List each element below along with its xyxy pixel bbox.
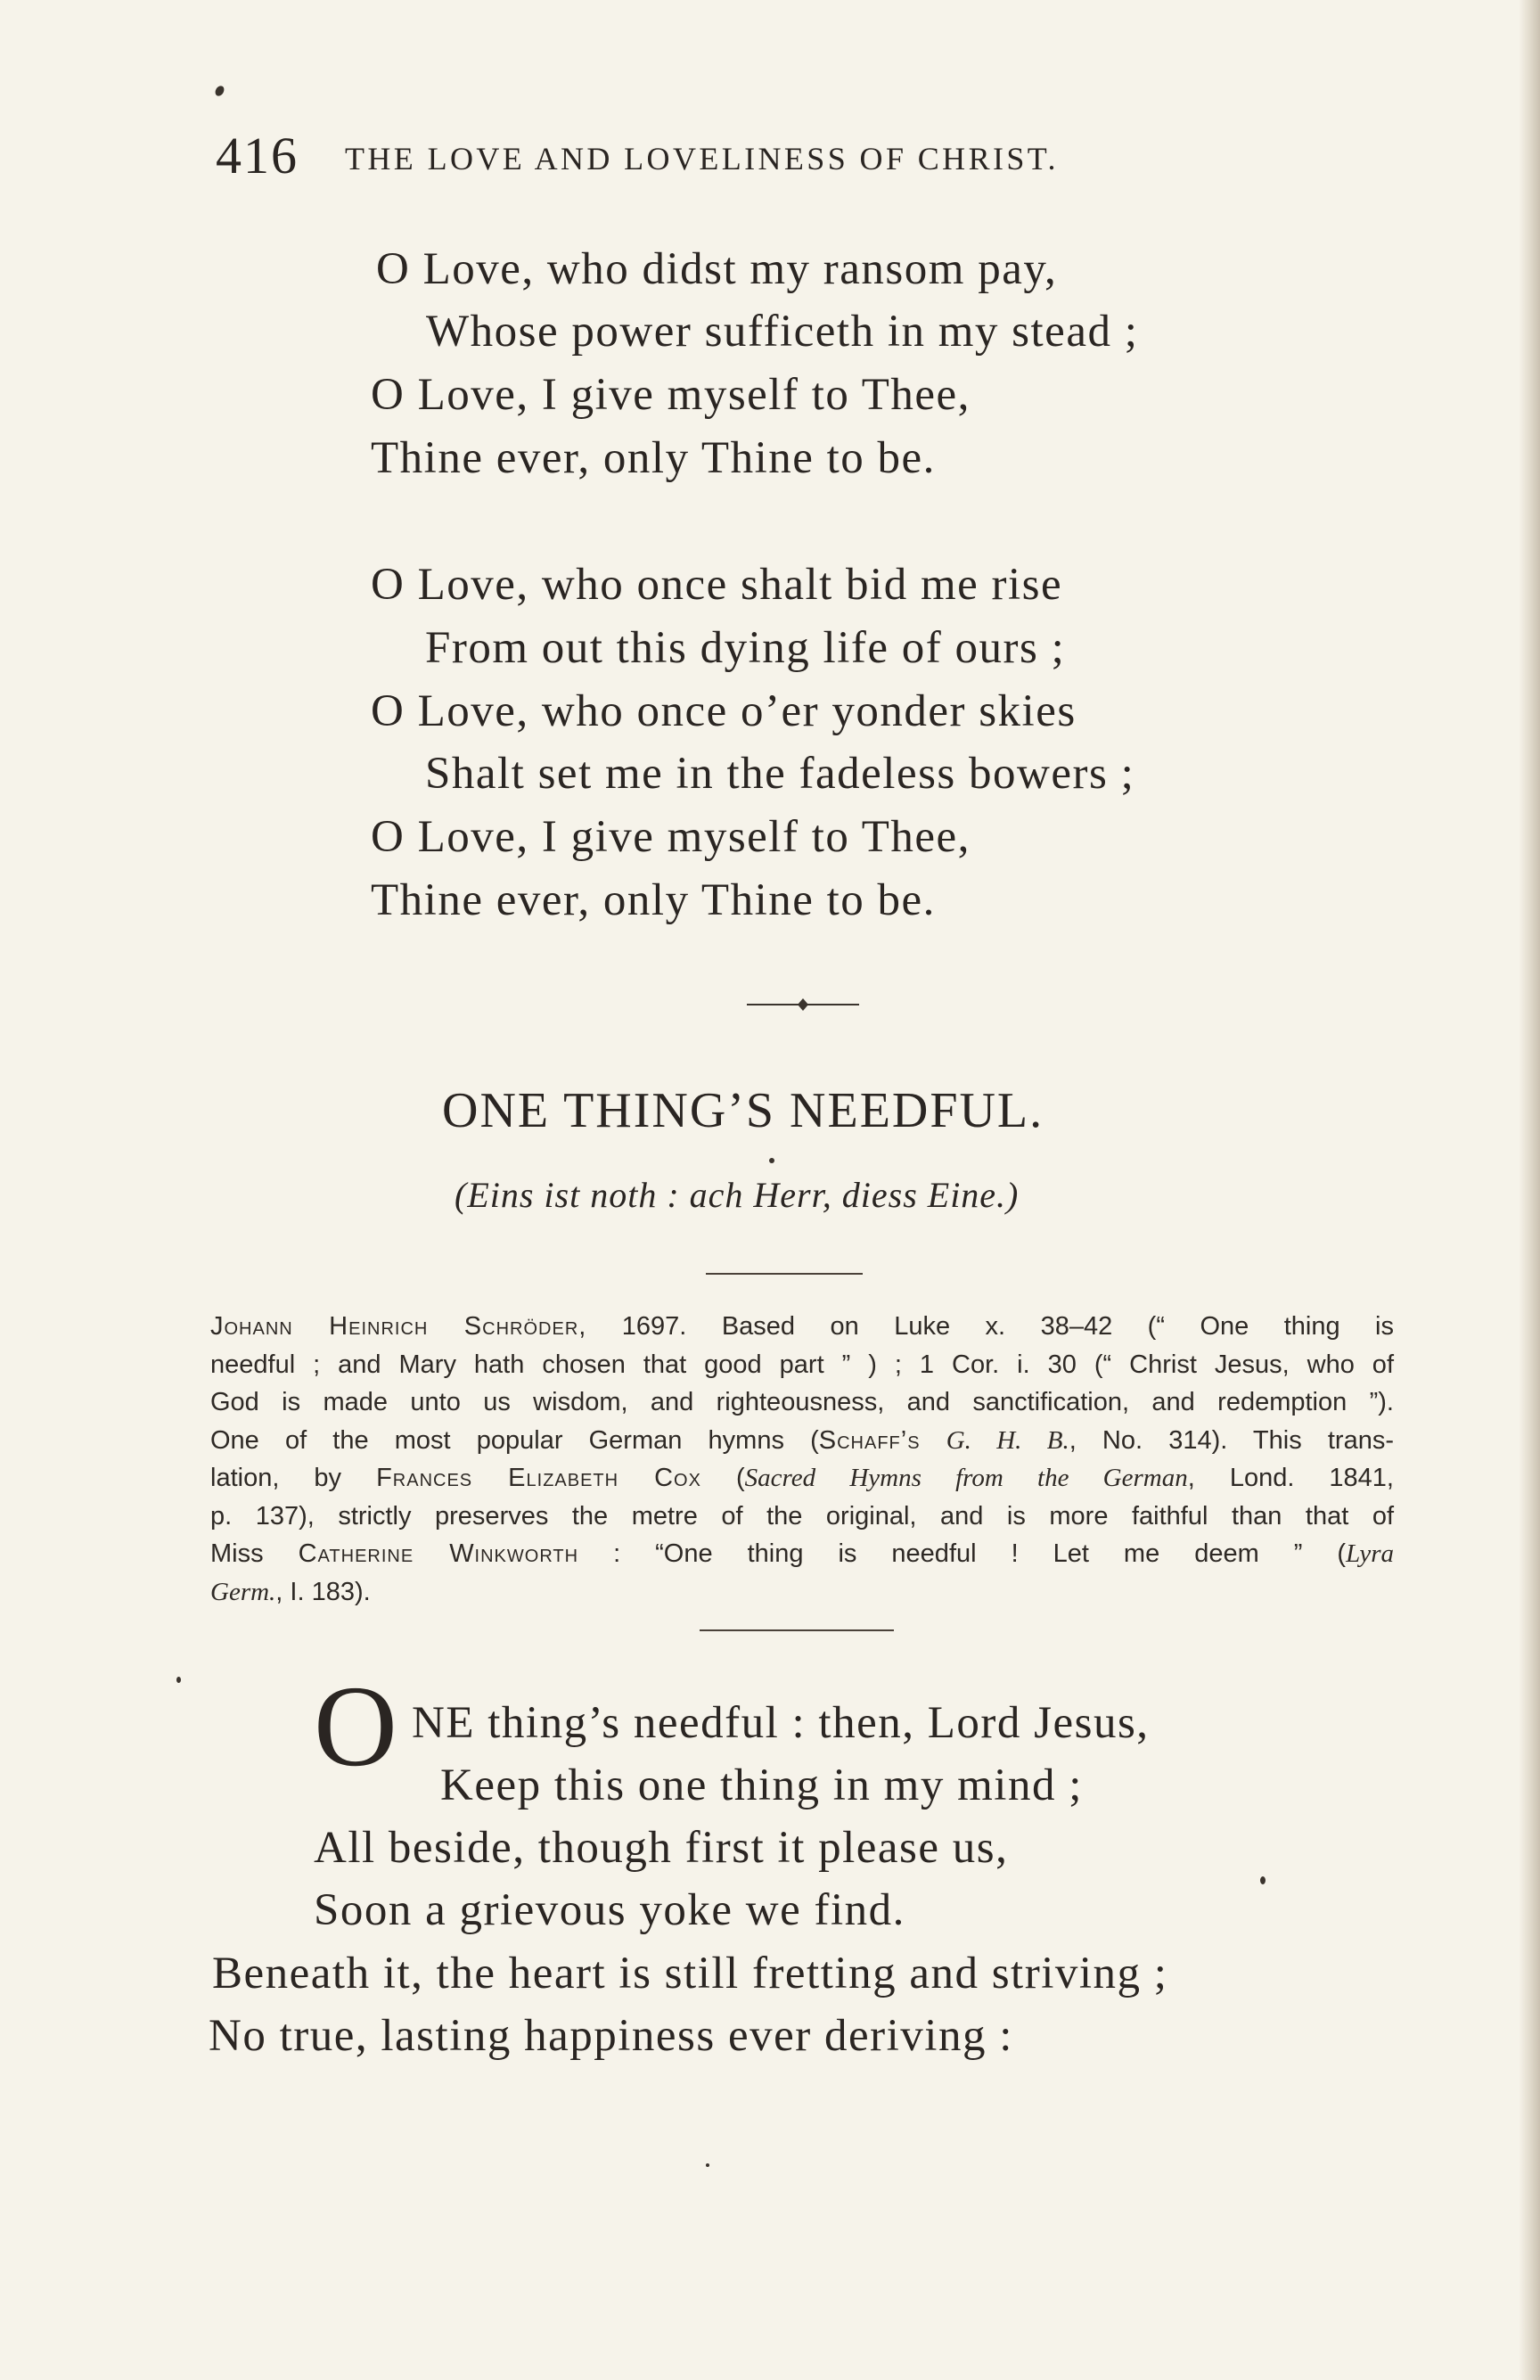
verse-line: From out this dying life of ours ; <box>425 623 1066 673</box>
drop-cap <box>314 1662 406 1791</box>
note-text: ( <box>700 1464 745 1492</box>
drop-cap-letter: O <box>314 1662 397 1791</box>
divider-rule <box>700 1629 894 1631</box>
note-text: One of the most popular German hymns ( <box>210 1425 819 1455</box>
verse-line: O Love, who once o’er yonder skies <box>371 686 1077 736</box>
note-line <box>210 1573 1394 1612</box>
italic-title: Lyra <box>1346 1539 1394 1568</box>
note-text <box>921 1426 946 1455</box>
verse-line: Thine ever, only Thine to be. <box>371 875 936 925</box>
note-line <box>210 1346 1394 1384</box>
note-text: , Lond. 1841, <box>1187 1464 1394 1492</box>
note-text: God is made unto us wisdom, and righteousness, and sanctification, and redemption ”). <box>210 1388 1394 1416</box>
hymn-title: ONE THING’S NEEDFUL. <box>442 1083 1044 1138</box>
small-caps-name: Schaff’s <box>818 1425 921 1455</box>
verse-line: No true, lasting happiness ever deriving : <box>209 2011 1013 2061</box>
verse-line: O Love, who once shalt bid me rise <box>371 560 1063 610</box>
verse-line: Thine ever, only Thine to be. <box>371 433 936 483</box>
note-text: p. 137), strictly preserves the metre of the original, and is more faithful than that of <box>210 1501 1394 1531</box>
ink-speck <box>1260 1876 1266 1884</box>
verse-line: O Love, I give myself to Thee, <box>371 370 971 420</box>
note-text: , No. 314). This trans- <box>1069 1425 1394 1455</box>
italic-title: Sacred Hymns from the German <box>744 1464 1188 1492</box>
verse-line: All beside, though first it please us, <box>314 1823 1009 1873</box>
note-line <box>210 1535 1394 1573</box>
verse-line: NE thing’s needful : then, Lord Jesus, <box>412 1698 1150 1748</box>
note-text: Miss <box>210 1539 299 1568</box>
ornament-divider <box>747 996 859 1014</box>
italic-title: Germ. <box>210 1577 276 1606</box>
note-text: : “One thing is needful ! Let me deem ” ( <box>578 1539 1347 1568</box>
ink-speck <box>214 85 226 98</box>
page-edge-shadow <box>1519 0 1540 2380</box>
small-caps-name: Catherine Winkworth <box>298 1539 579 1568</box>
verse-line: O Love, I give myself to Thee, <box>371 812 971 862</box>
note-line <box>210 1383 1394 1422</box>
ink-speck <box>769 1158 774 1163</box>
divider-rule <box>706 1273 863 1275</box>
ink-speck <box>706 2163 709 2167</box>
note-text: lation, by <box>210 1464 377 1492</box>
verse-line: Whose power sufficeth in my stead ; <box>426 307 1139 357</box>
source-note <box>210 1308 1394 1611</box>
verse-line: Shalt set me in the fadeless bowers ; <box>425 749 1135 799</box>
note-line <box>210 1308 1394 1346</box>
note-text: , I. 183). <box>275 1577 371 1606</box>
small-caps-name: Frances Elizabeth Cox <box>376 1464 701 1492</box>
note-line <box>210 1498 1394 1536</box>
page-number: 416 <box>216 127 299 185</box>
note-line <box>210 1459 1394 1498</box>
note-line <box>210 1422 1394 1460</box>
hymn-subtitle: (Eins ist noth : ach Herr, diess Eine.) <box>455 1175 1020 1215</box>
small-caps-name: Johann Heinrich Schröder, <box>210 1312 587 1341</box>
verse-line: Soon a grievous yoke we find. <box>314 1885 905 1935</box>
note-text: 1697. Based on Luke x. 38–42 (“ One thing is <box>586 1312 1394 1341</box>
verse-line: Keep this one thing in my mind ; <box>440 1760 1083 1810</box>
italic-title: G. H. B. <box>946 1425 1069 1455</box>
verse-line: O Love, who didst my ransom pay, <box>376 244 1058 294</box>
note-text: needful ; and Mary hath chosen that good part ” ) ; 1 Cor. i. 30 (“ Christ Jesus, who of <box>210 1350 1394 1379</box>
running-head: THE LOVE AND LOVELINESS OF CHRIST. <box>345 141 1059 176</box>
verse-line: Beneath it, the heart is still fretting and striving ; <box>212 1949 1168 1998</box>
page-header <box>216 125 1276 187</box>
ink-speck <box>176 1677 181 1683</box>
